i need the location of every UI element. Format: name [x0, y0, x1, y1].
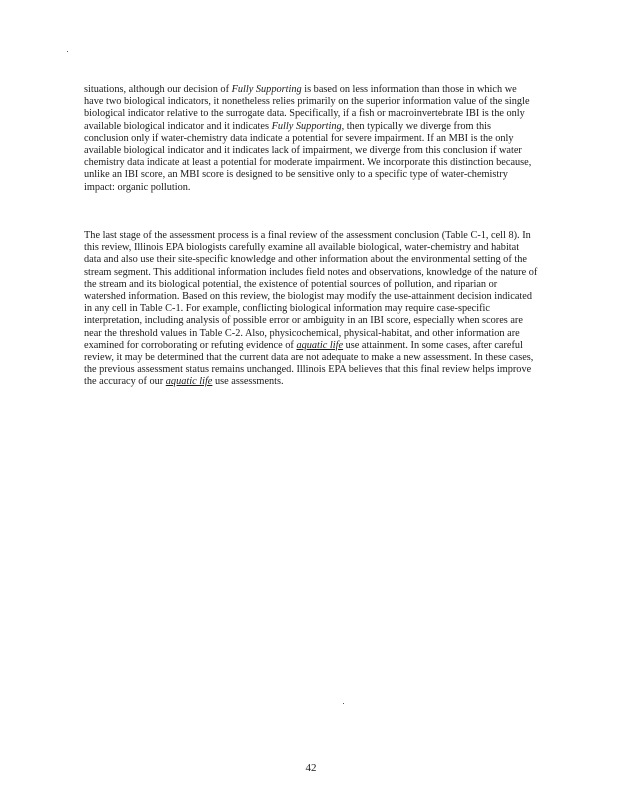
paragraph-2-emphasis-b: aquatic life	[165, 376, 213, 388]
paragraph-2-text-b: use attainment. In some cases, after careful review, it may be determined that the current data are not adequate to make a new assessment. In these cases, the previous assessment status remains unchanged. Illinois EPA believes that this final review helps improve the accuracy of our	[84, 339, 534, 388]
paragraph-2-text-c: use assessments.	[212, 376, 284, 388]
paragraph-2-emphasis-a: aquatic life	[296, 339, 344, 351]
paragraph-1-emphasis-b: Fully Supporting	[271, 120, 342, 132]
body-paragraph-1	[84, 84, 538, 194]
body-paragraph-2	[84, 230, 538, 389]
paragraph-2-text-a: The last stage of the assessment process is a final review of the assessment conclusion (Table C-1, cell 8). In this review, Illinois EPA biologists carefully examine all available biological, water-chemistry and habitat data and also use their site-specific knowledge and other information about the environmental setting of the stream segment. This additional information includes field notes and observations, knowledge of the nature of the stream and its biological potential, the existence of potential sources of pollution, and riparian or watershed information. Based on this review, the biologist may modify the use-attainment decision indicated in any cell in Table C-1. For example, conflicting biological information may require case-specific interpretation, including analysis of possible error or ambiguity in an IBI score, especially when scores are near the threshold values in Table C-2. Also, physicochemical, physical-habitat, and other information are examined for corroborating or refuting evidence of	[84, 230, 538, 351]
paragraph-1-emphasis-a: Fully Supporting	[231, 84, 302, 95]
page-number: 42	[305, 762, 317, 774]
paragraph-1-text-c: , then typically we diverge from this conclusion only if water-chemistry data indicate a potential for severe impairment. If an MBI is the only available biological indicator and it indicates lack of impairment, we diverge from this conclusion if water chemistry data indicate at least a potential for moderate impairment. We incorporate this distinction because, unlike an IBI score, an MBI score is designed to be sensitive only to a specific type of water-chemistry impact: organic pollution.	[84, 120, 532, 193]
paragraph-1-text-b: is based on less information than those in which we have two biological indicators, it nonetheless relies primarily on the superior information value of the single biological indicator relative to the surrogate data. Specifically, if a fish or macroinvertebrate IBI is the only available biological indicator and it indicates	[84, 84, 530, 132]
scan-speck	[67, 51, 68, 52]
scan-speck	[343, 703, 344, 704]
paragraph-1-text-a: situations, although our decision of	[84, 84, 232, 95]
